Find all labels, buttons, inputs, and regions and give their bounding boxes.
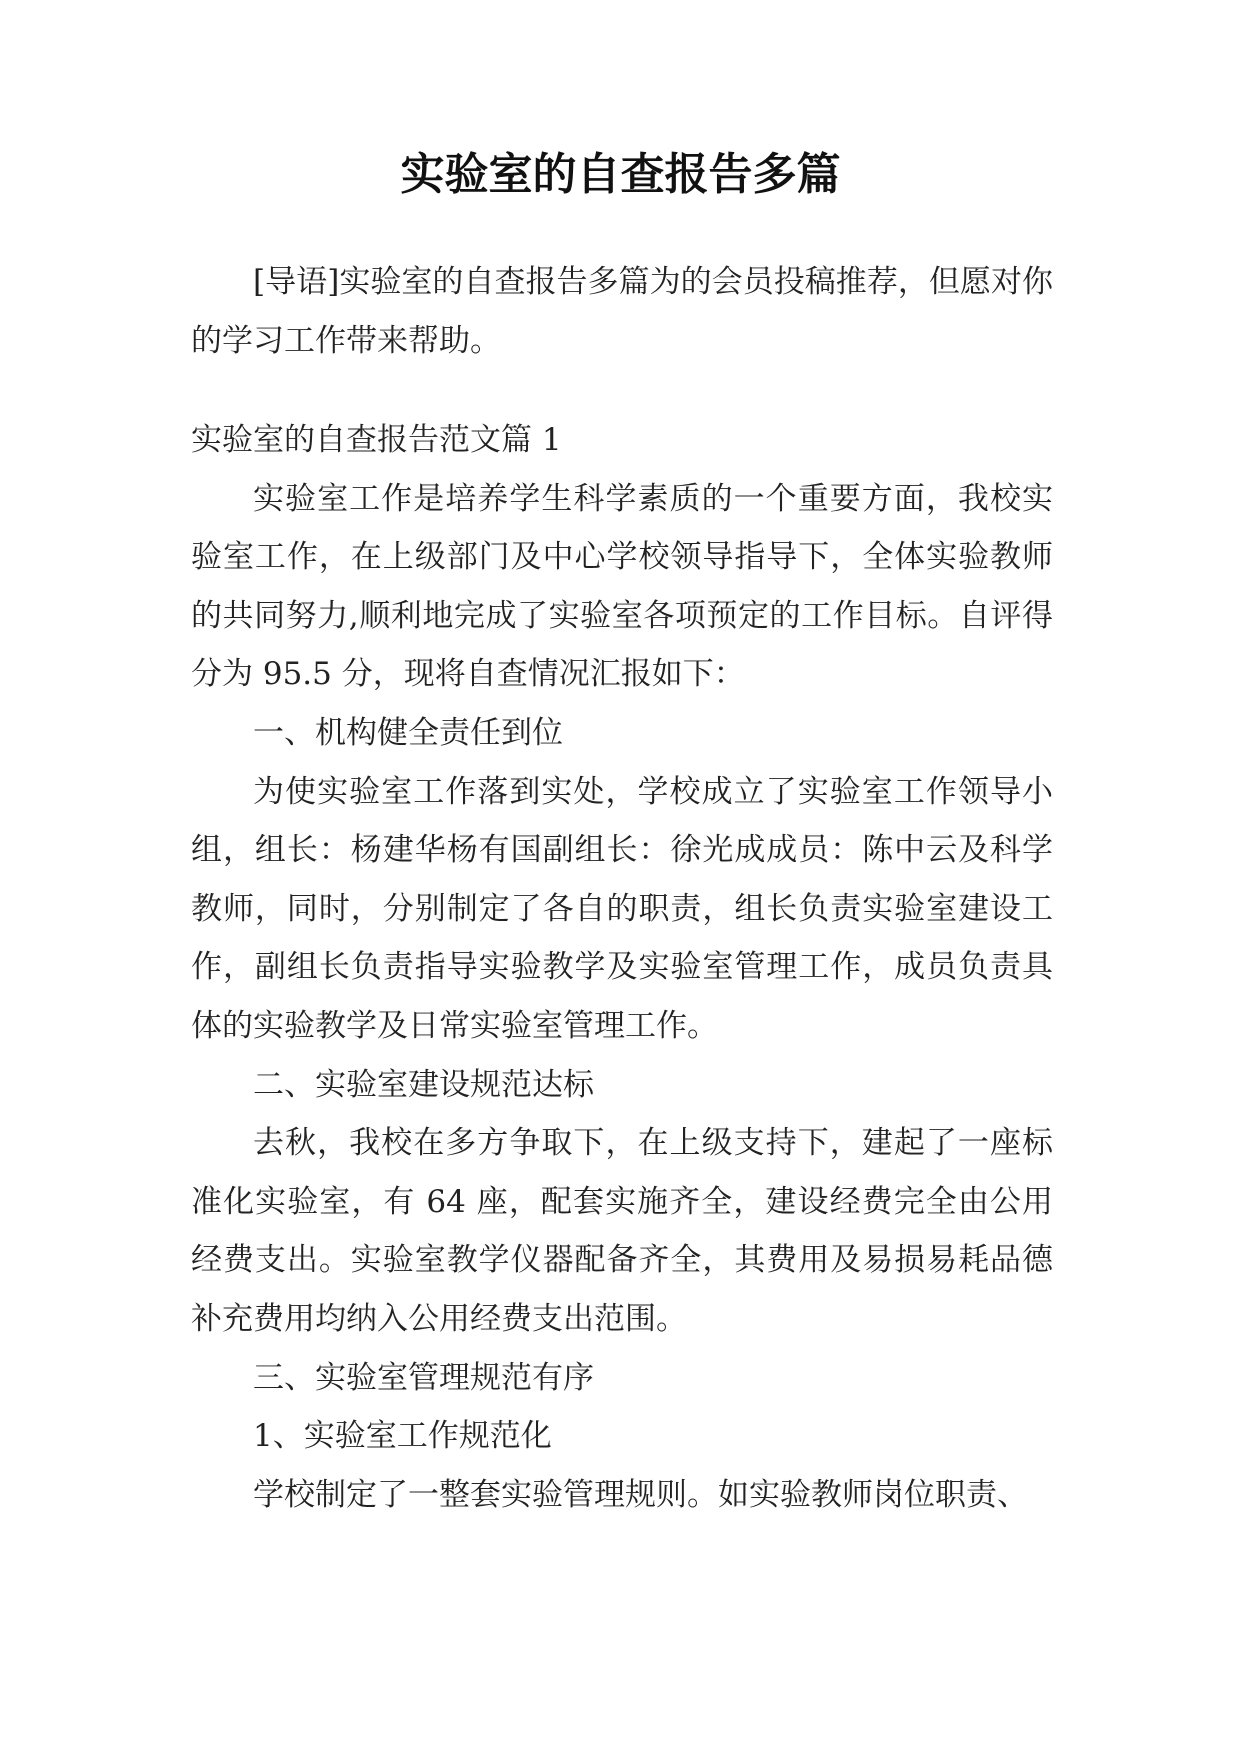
body-paragraph: 为使实验室工作落到实处，学校成立了实验室工作领导小组，组长：杨建华杨有国副组长：徐光成成员：陈中云及科学教师，同时，分别制定了各自的职责，组长负责实验室建设工作，副组长负责指导实验教学及实验室管理工作，成员负责具体的实验教学及日常实验室管理工作。 (191, 773, 1053, 1044)
body-block (191, 411, 1053, 1524)
body-paragraph: 学校制定了一整套实验管理规则。如实验教师岗位职责、 (253, 1476, 1028, 1513)
subheading-2: 二、实验室建设规范达标 (253, 1066, 594, 1103)
intro-block (191, 253, 1053, 370)
subheading-1: 一、机构健全责任到位 (253, 714, 563, 751)
section-heading: 实验室的自查报告范文篇 1 (191, 422, 562, 458)
intro-paragraph: [导语]实验室的自查报告多篇为的会员投稿推荐，但愿对你的学习工作带来帮助。 (191, 264, 1053, 359)
sub-subheading-1: 1、实验室工作规范化 (253, 1418, 552, 1455)
document-title: 实验室的自查报告多篇 (400, 149, 841, 200)
body-paragraph: 去秋，我校在多方争取下，在上级支持下，建起了一座标准化实验室，有 64 座，配套实施齐全，建设经费完全由公用经费支出。实验室教学仪器配备齐全，其费用及易损易耗品德补充费用均纳入公用经费支出范围。 (191, 1125, 1053, 1337)
subheading-3: 三、实验室管理规范有序 (253, 1359, 594, 1396)
body-paragraph: 实验室工作是培养学生科学素质的一个重要方面，我校实验室工作，在上级部门及中心学校领导指导下，全体实验教师的共同努力,顺利地完成了实验室各项预定的工作目标。自评得分为 95.5 分，现将自查情况汇报如下： (191, 480, 1053, 693)
